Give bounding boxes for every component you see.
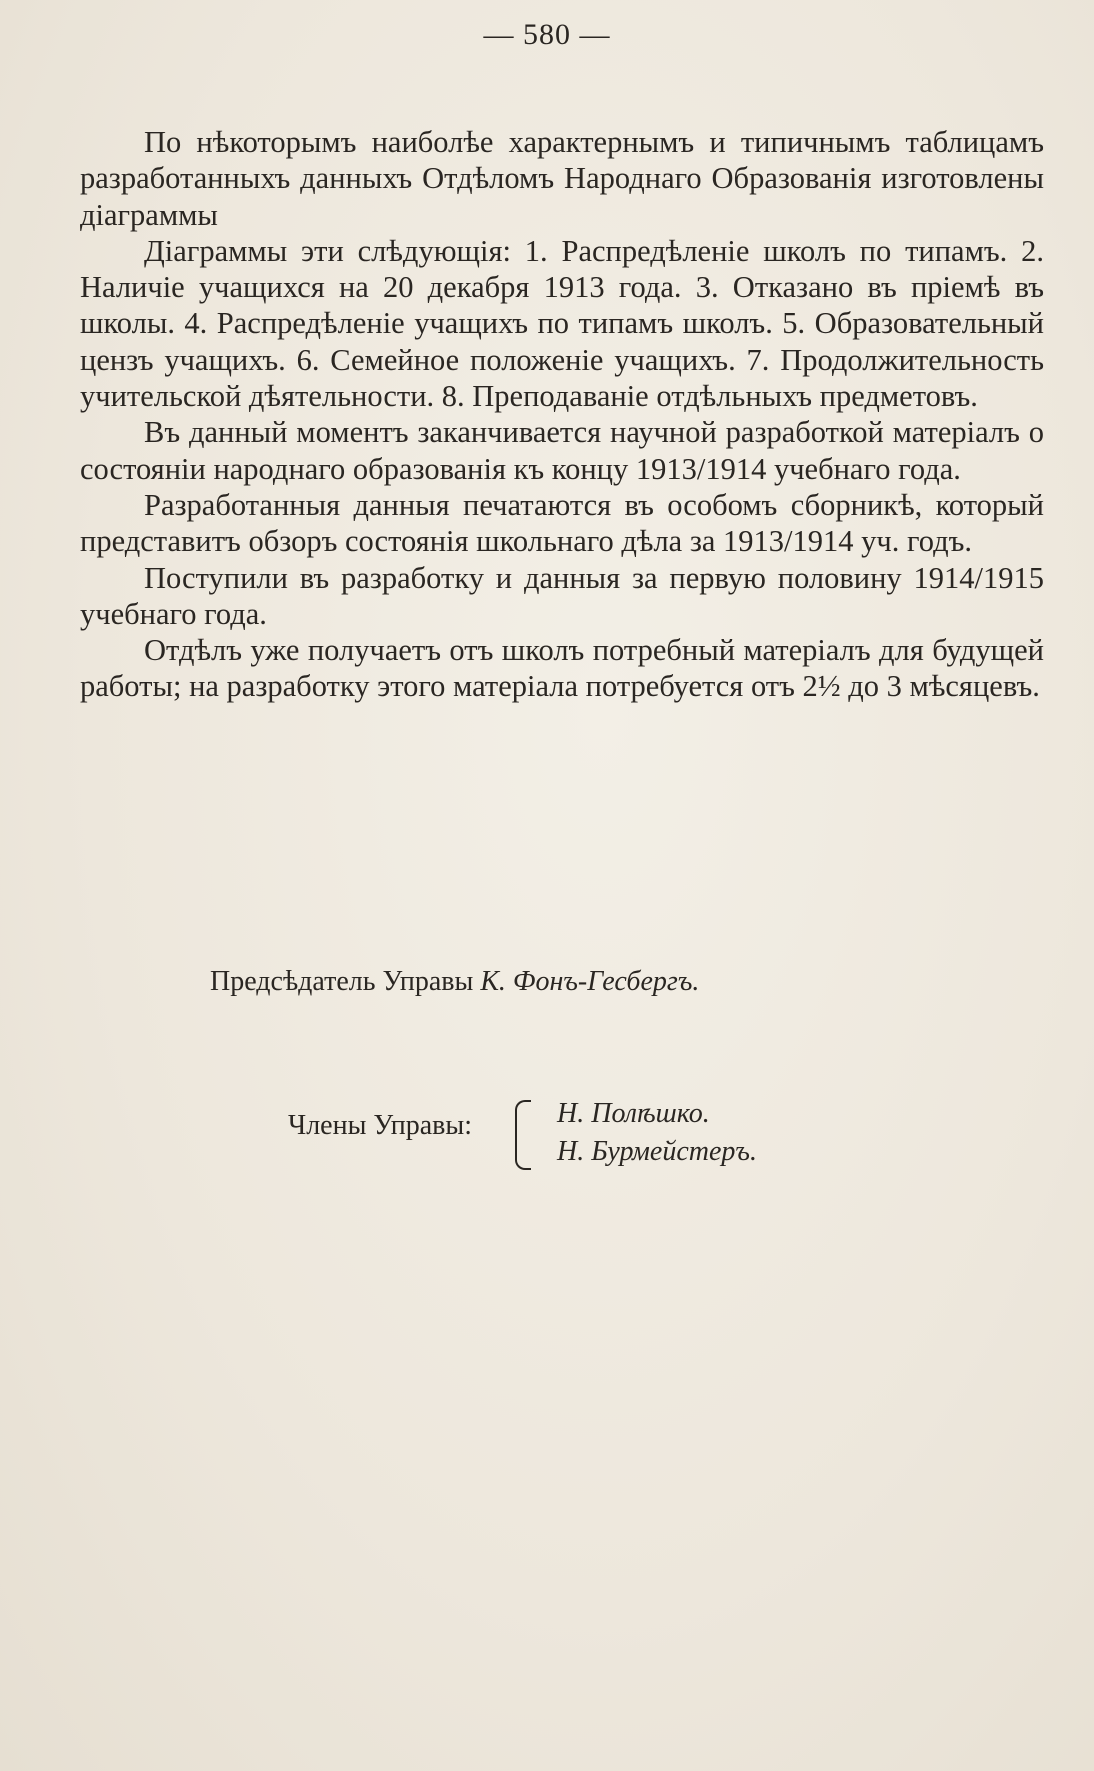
- members-label: Члены Управы:: [288, 1110, 472, 1141]
- paragraph: Въ данный моментъ заканчивается научной разработкой матеріалъ о состояніи народнаго образованія къ концу 1913/1914 учебнаго года.: [80, 415, 1044, 486]
- paragraph: По нѣкоторымъ наиболѣе характернымъ и типичнымъ таблицамъ разработанныхъ данныхъ Отдѣломъ Народнаго Образованія изготовлены діаграммы: [80, 125, 1044, 232]
- member-name: Н. Бурмейстеръ.: [557, 1136, 757, 1167]
- chair-name: К. Фонъ-Гесбергъ.: [480, 966, 700, 997]
- page-number: — 580 —: [483, 18, 611, 51]
- chair-title: Предсѣдатель Управы: [210, 966, 474, 997]
- member-name: Н. Полѣшко.: [557, 1098, 710, 1129]
- paragraph: Поступили въ разработку и данныя за первую половину 1914/1915 учебнаго года.: [80, 560, 1044, 631]
- paragraph: Разработанныя данныя печатаются въ особомъ сборникѣ, который представитъ обзоръ состоянія школьнаго дѣла за 1913/1914 уч. годъ.: [80, 487, 1044, 559]
- paragraph: Отдѣлъ уже получаетъ отъ школъ потребный матеріалъ для будущей работы; на разработку этого матеріала потребуется отъ 2½ до 3 мѣсяцевъ.: [80, 633, 1044, 704]
- brace: [515, 1100, 531, 1170]
- chair-signature-line: [210, 966, 699, 998]
- paragraph: Діаграммы эти слѣдующія: 1. Распредѣленіе школъ по типамъ. 2. Наличіе учащихся на 20 декабря 1913 года. 3. Отказано въ пріемѣ въ школы. 4. Распредѣленіе учащихъ по типамъ школъ. 5. Образовательный цензъ учащихъ. 6. Семейное положеніе учащихъ. 7. Продолжительность учительской дѣятельности. 8. Преподаваніе отдѣльныхъ предметовъ.: [80, 233, 1044, 414]
